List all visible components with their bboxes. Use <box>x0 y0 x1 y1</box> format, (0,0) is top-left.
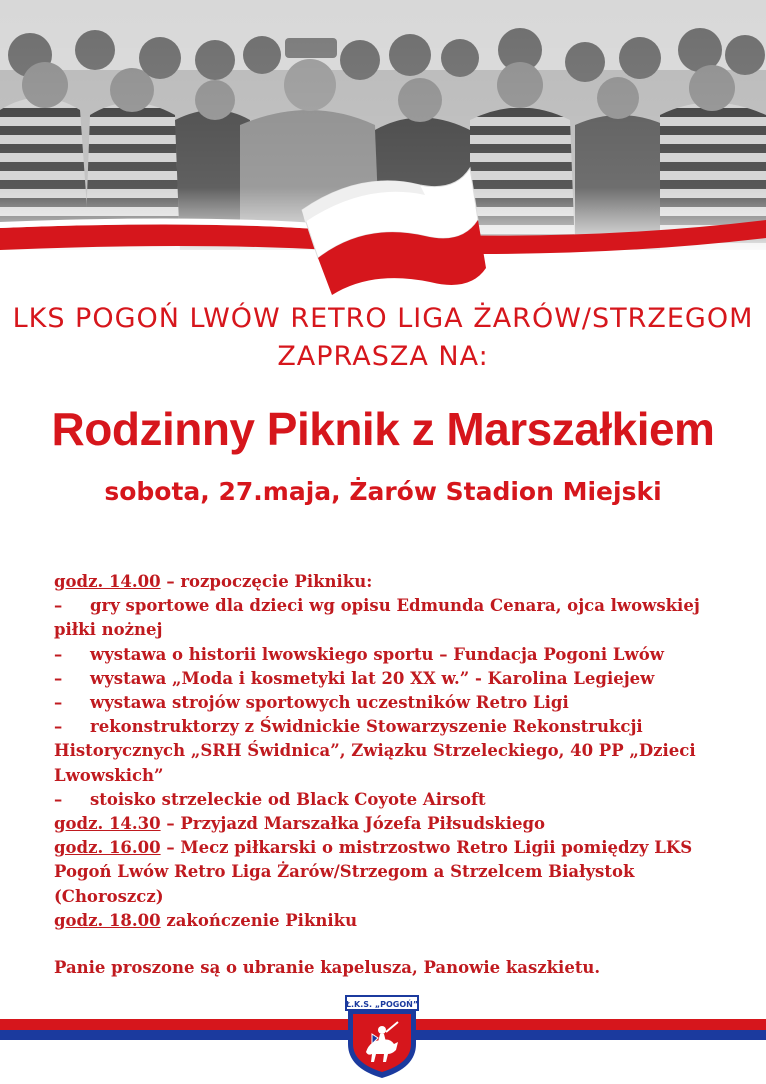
list-item <box>54 594 724 618</box>
list-item-text: gry sportowe dla dzieci wg opisu Edmunda Cenara, ojca lwowskiej <box>90 596 700 616</box>
program-entry-1400 <box>54 570 724 594</box>
program-entry-1800 <box>54 909 724 933</box>
crest-label: Ł.K.S. „POGOŃ” <box>345 1000 419 1009</box>
list-item-text: wystawa „Moda i kosmetyki lat 20 XX w.” - Karolina Legiejew <box>90 668 655 688</box>
list-item <box>54 667 724 691</box>
invite-line: ZAPRASZA NA: <box>277 341 489 372</box>
list-item <box>54 788 724 812</box>
dash: – <box>54 717 63 737</box>
time-1600: godz. 16.00 <box>54 838 161 858</box>
time-1430-text: – Przyjazd Marszałka Józefa Piłsudskiego <box>160 814 546 834</box>
list-item-text: wystawa strojów sportowych uczestników Retro Ligi <box>90 693 569 713</box>
time-1800-text: zakończenie Pikniku <box>160 910 358 930</box>
time-1430: godz. 14.30 <box>54 814 161 834</box>
list-item-text: rekonstruktorzy z Świdnickie Stowarzyszenie Rekonstrukcji <box>90 717 643 737</box>
list-item <box>54 691 724 715</box>
program-entry-1600-cont: Pogoń Lwów Retro Liga Żarów/Strzegom a Strzelcem Białystok <box>54 862 635 882</box>
time-1600-text: – Mecz piłkarski o mistrzostwo Retro Ligii pomiędzy LKS <box>160 838 693 858</box>
time-1400-text: – rozpoczęcie Pikniku: <box>160 572 373 591</box>
list-item <box>54 715 724 739</box>
program-list <box>54 570 724 933</box>
pogon-crest-logo <box>344 994 420 1080</box>
dash: – <box>54 789 63 809</box>
polish-flag-graphic <box>0 150 766 300</box>
organizer-line: LKS POGOŃ LWÓW RETRO LIGA ŻARÓW/STRZEGOM <box>12 303 754 334</box>
event-title: Rodzinny Piknik z Marszałkiem <box>51 403 715 455</box>
list-item-text: stoisko strzeleckie od Black Coyote Airsoft <box>90 789 486 809</box>
program-entry-1430 <box>54 812 724 836</box>
time-1800: godz. 18.00 <box>54 910 161 930</box>
dash: – <box>54 693 63 713</box>
event-date: sobota, 27.maja, Żarów Stadion Miejski <box>104 477 662 506</box>
dash: – <box>54 596 63 616</box>
organizer-heading <box>0 300 766 376</box>
list-item-text: wystawa o historii lwowskiego sportu – Fundacja Pogoni Lwów <box>90 644 664 664</box>
dash: – <box>54 668 63 688</box>
list-item-continuation: Historycznych „SRH Świdnica”, Związku Strzeleckiego, 40 PP „Dzieci <box>54 741 696 761</box>
dash: – <box>54 644 63 664</box>
time-1400: godz. 14.00 <box>54 572 161 591</box>
dress-code-note: Panie proszone są o ubranie kapelusza, Panowie kaszkietu. <box>54 958 601 977</box>
list-item <box>54 643 724 667</box>
list-item-continuation: Lwowskich” <box>54 765 164 785</box>
program-entry-1600-cont: (Choroszcz) <box>54 886 164 906</box>
list-item-continuation: piłki nożnej <box>54 620 163 640</box>
program-entry-1600 <box>54 836 724 860</box>
